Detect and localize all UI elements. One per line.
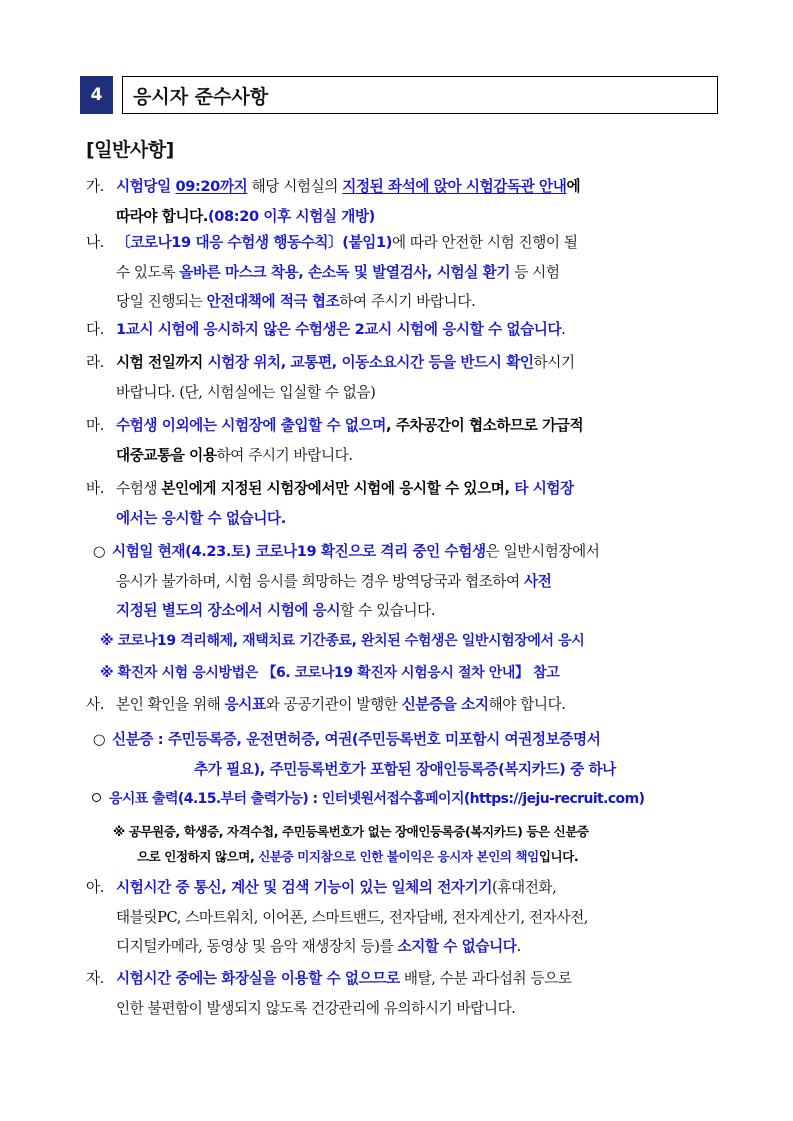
item-covid: ○ 시험일 현재(4.23.토) 코로나19 확진으로 격리 중인 수험생은 일반시험장에서 응시가 불가하며, 시험 응시를 희망하는 경우 방역당국과 협조하여 사전 지정된 별도의 장소에서 시험에 응시할 수 있습니다. [92,543,600,619]
item-ba: 바. 수험생 본인에게 지정된 시험장에서만 시험에 응시할 수 있으며, 타 시험장 에서는 응시할 수 없습니다. [86,480,574,527]
item-ja: 자. 시험시간 중에는 화장실을 이용할 수 없으므로 배탈, 수분 과다섭취 등으로 인한 불편함이 발생되지 않도록 건강관리에 유의하시기 바랍니다. [86,970,572,1017]
item-na: 나. 〔코로나19 대응 수험생 행동수칙〕(붙임1)에 따라 안전한 시험 진행이 될 수 있도록 올바른 마스크 착용, 손소독 및 발열검사, 시험실 환기 등 시험 당일 진행되는 안전대책에 적극 협조하여 주시기 바랍니다. [86,234,578,310]
subsection-title: [일반사항] [86,139,174,161]
section-number: 4 [80,76,113,114]
item-sa: 사. 본인 확인을 위해 응시표와 공공기관이 발행한 신분증을 소지해야 합니다. [86,696,566,713]
section-header [80,76,720,116]
item-da: 다. 1교시 시험에 응시하지 않은 수험생은 2교시 시험에 응시할 수 없습니다. [86,321,566,338]
item-ga: 가. 시험당일 09:20까지 해당 시험실의 지정된 좌석에 앉아 시험감독관 안내에 따라야 합니다.(08:20 이후 시험실 개방) [86,178,581,225]
note-quarantine: ※ 코로나19 격리해제, 재택치료 기간종료, 완치된 수험생은 일반시험장에서 응시 [100,633,585,649]
item-ma: 마. 수험생 이외에는 시험장에 출입할 수 없으며, 주차공간이 협소하므로 가급적 대중교통을 이용하여 주시기 바랍니다. [86,417,584,464]
section-title-box: 응시자 준수사항 [122,76,718,114]
item-id-card: ○ 신분증 : 주민등록증, 운전면허증, 여권(주민등록번호 미포함시 여권정보증명서 추가 필요), 주민등록번호가 포함된 장애인등록증(복지카드) 중 하나 [92,731,616,778]
item-ra: 라. 시험 전일까지 시험장 위치, 교통편, 이동소요시간 등을 반드시 확인하시기 바랍니다. (단, 시험실에는 입실할 수 없음) [86,354,575,401]
item-a: 아. 시험시간 중 통신, 계산 및 검색 기능이 있는 일체의 전자기기(휴대전화, 태블릿PC, 스마트워치, 이어폰, 스마트밴드, 전자담배, 전자계산기, 전자사전, 디지털카메라, 동영상 및 음악 재생장치 등)를 소지할 수 없습니다. [86,879,589,955]
item-ticket: 응시표 출력(4.15.부터 출력가능) : 인터넷원서접수홈페이지(https://jeju-recruit.com) [86,785,726,815]
note-id-notice: ※ 공무원증, 학생증, 자격수첩, 주민등록번호가 없는 장애인등록증(복지카드) 등은 신분증 으로 인정하지 않으며, 신분증 미지참으로 인한 불이익은 응시자 본인의 책임입니다. [113,824,589,864]
note-confirmed: ※ 확진자 시험 응시방법은 【6. 코로나19 확진자 시험응시 절차 안내】 참고 [100,665,560,681]
bullet-icon [92,793,101,802]
